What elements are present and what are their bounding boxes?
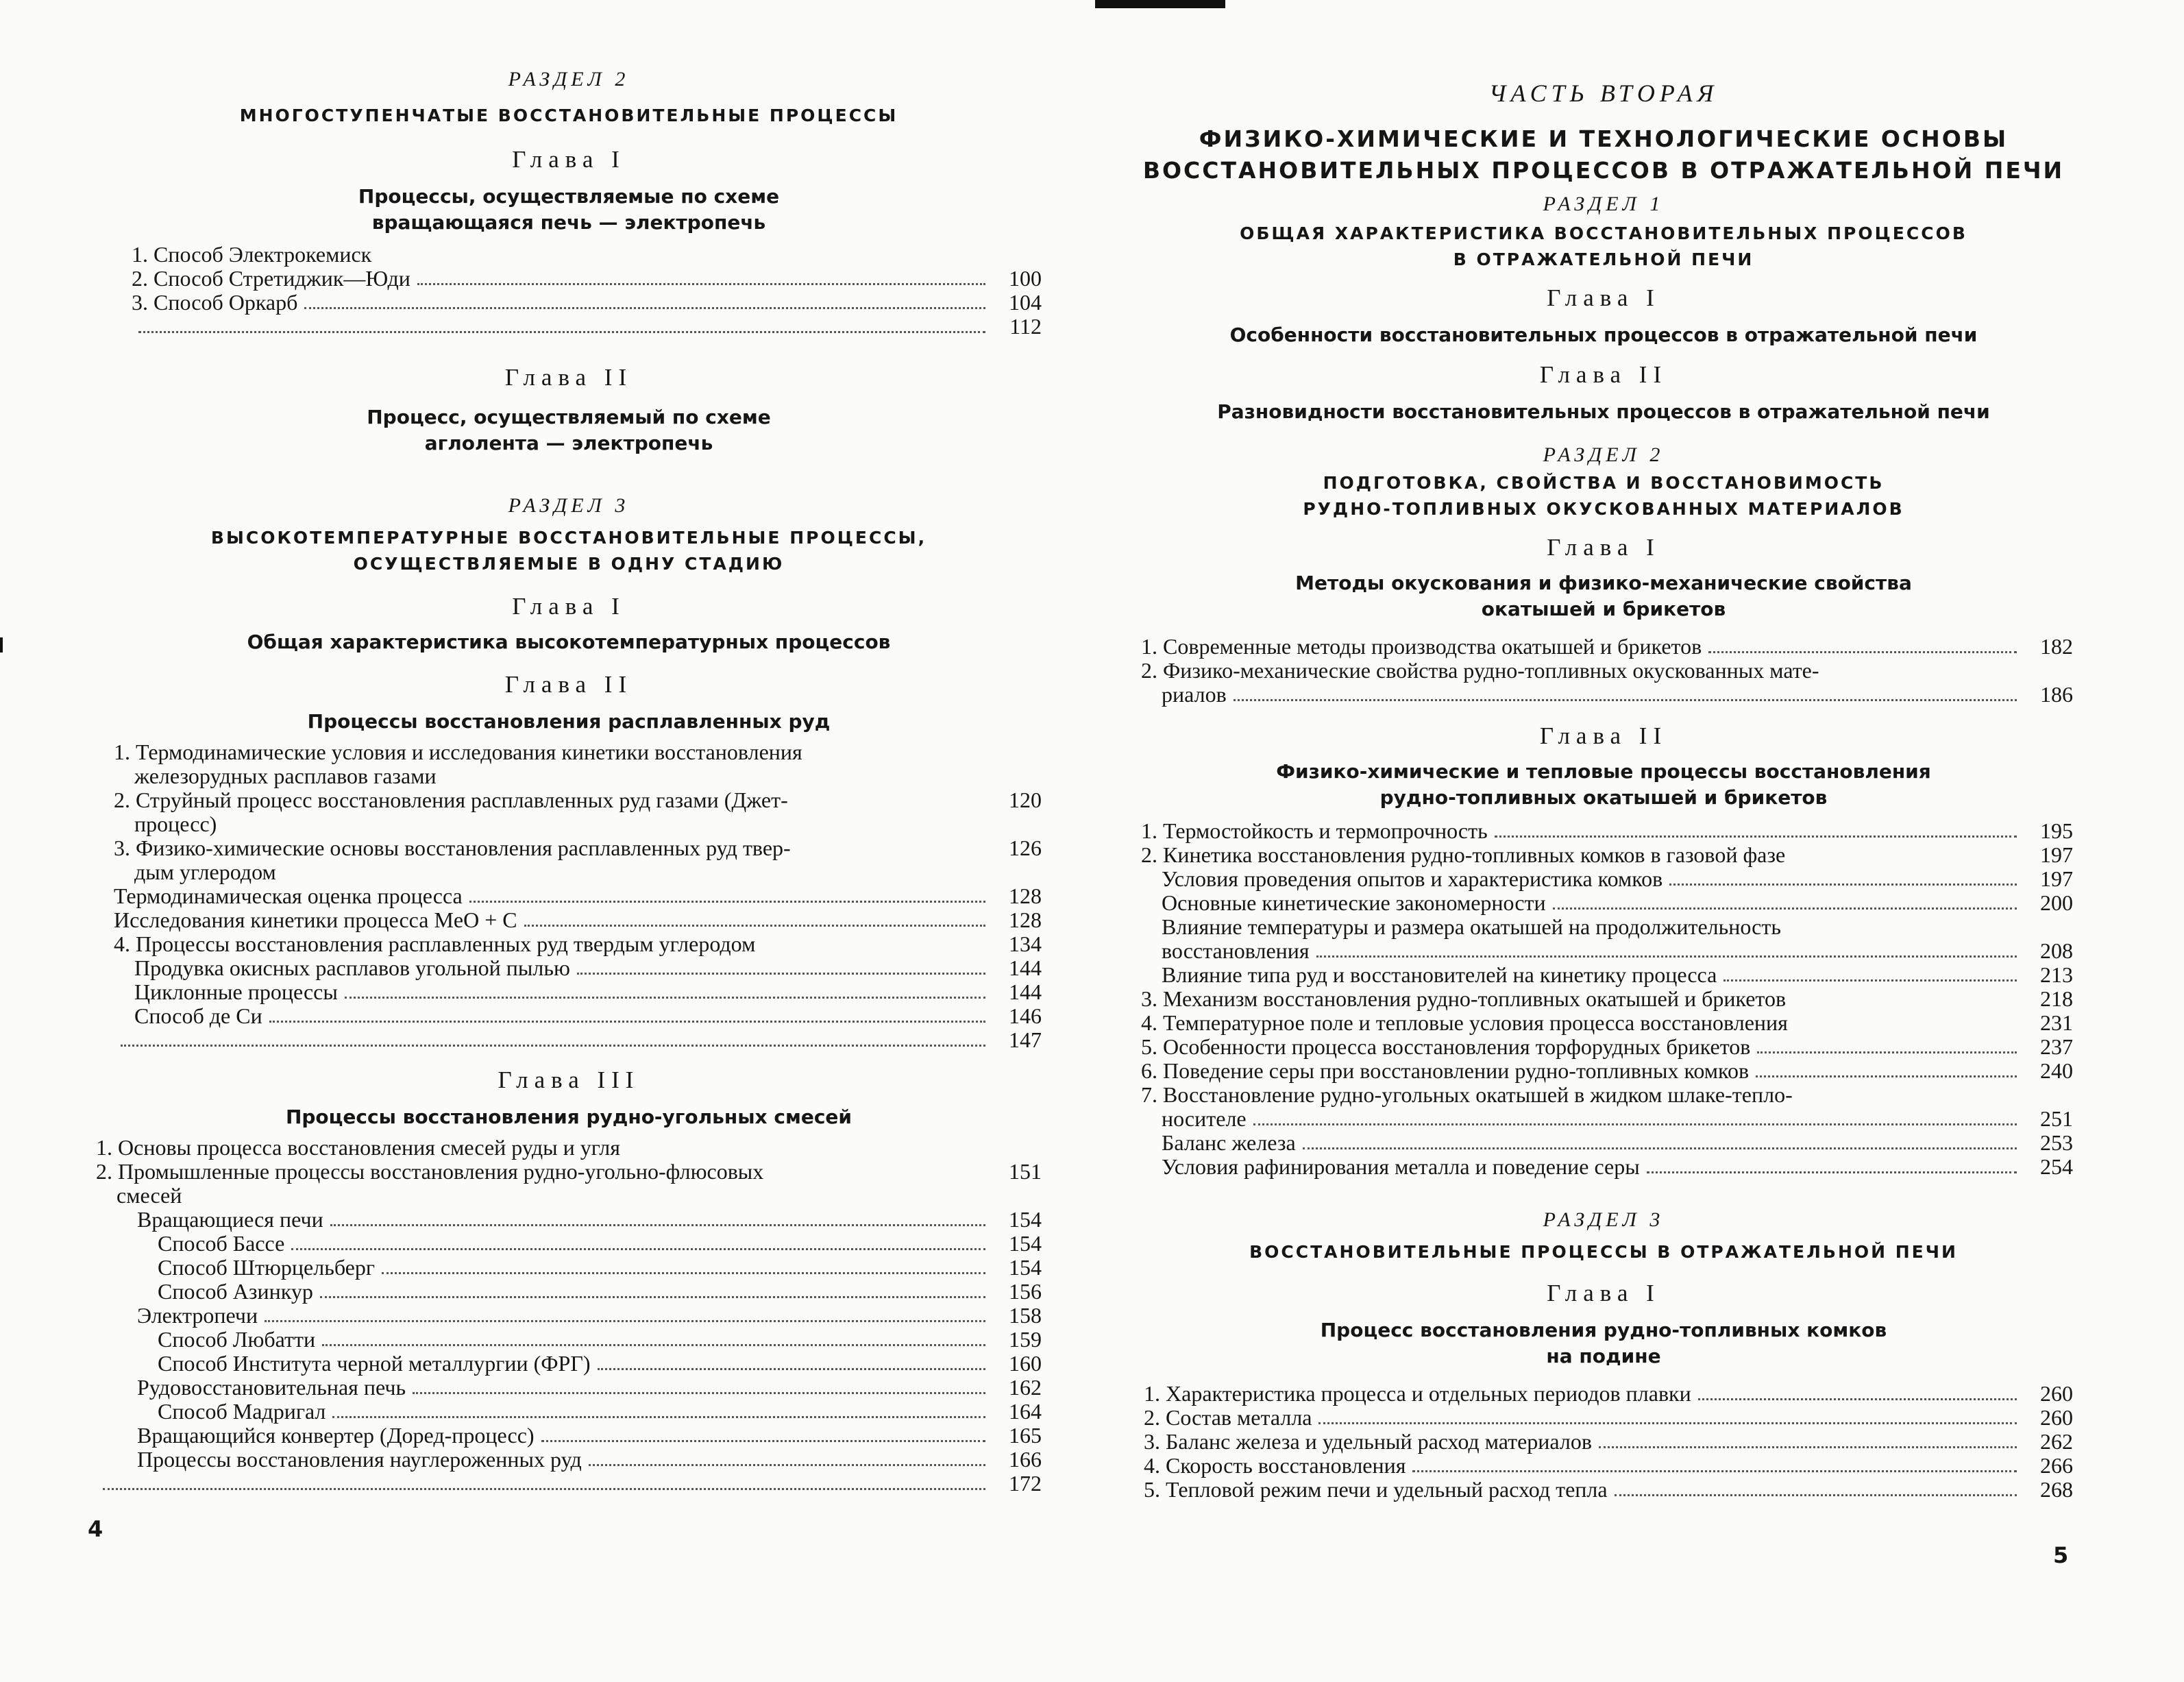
toc-entry	[1141, 659, 2073, 683]
toc-entry-title: процесс)	[134, 812, 217, 836]
toc-entry	[1141, 1083, 2073, 1107]
toc-page-number: 154	[1009, 1255, 1042, 1280]
toc-page-number: 146	[1009, 1003, 1042, 1028]
toc-entry	[1141, 635, 2073, 659]
toc-page-number: 186	[2040, 682, 2073, 707]
toc-entry	[132, 291, 1042, 315]
toc-leader-dots	[1708, 651, 2017, 653]
toc-entry-title: Способ Мадригал	[158, 1399, 326, 1424]
toc-page-number: 151	[1009, 1159, 1042, 1184]
toc-leader-dots	[322, 1344, 985, 1346]
toc-entry	[114, 788, 1042, 812]
toc-entry	[1141, 1011, 2073, 1035]
toc-page-number: 154	[1009, 1207, 1042, 1232]
toc-leader-dots	[345, 997, 985, 999]
toc-entry-title: Продувка окисных расплавов угольной пылью	[134, 955, 570, 980]
toc-entry	[1144, 1454, 2073, 1478]
toc-leader-dots	[469, 901, 985, 903]
toc-page-number: 134	[1009, 931, 1042, 956]
chapter-heading: Глава I	[1547, 284, 1660, 311]
toc-leader-dots	[413, 1392, 985, 1394]
part-label: ЧАСТЬ ВТОРАЯ	[1488, 80, 1719, 107]
chapter-title: Особенности восстановительных процессов в отражательной печи	[1229, 324, 1978, 346]
razdel-title-line: ВЫСОКОТЕМПЕРАТУРНЫЕ ВОССТАНОВИТЕЛЬНЫЕ ПРОЦЕССЫ,	[210, 528, 927, 548]
toc-list	[132, 243, 1042, 339]
toc-entry-title: восстановления	[1162, 938, 1310, 963]
toc-entry-title: Способ Бассе	[158, 1231, 285, 1256]
toc-leader-dots	[1553, 907, 2017, 910]
chapter-heading: Глава I	[512, 593, 626, 620]
razdel-title-line: ПОДГОТОВКА, СВОЙСТВА И ВОССТАНОВИМОСТЬ	[1323, 473, 1885, 493]
toc-entry	[96, 1256, 1042, 1280]
chapter-title-line: вращающаяся печь — электропечь	[371, 211, 766, 234]
toc-entry-title: 2. Способ Стретиджик—Юди	[132, 266, 410, 291]
toc-page-number: 147	[1009, 1027, 1042, 1052]
toc-entry-title: 4. Процессы восстановления расплавленных руд твердым углеродом	[114, 931, 756, 956]
toc-entry-title: Способ Азинкур	[158, 1279, 313, 1304]
toc-page-number: 260	[2040, 1381, 2073, 1406]
toc-leader-dots	[332, 1416, 985, 1418]
toc-entry-title: Основные кинетические закономерности	[1162, 890, 1546, 915]
toc-entry-title: Исследования кинетики процесса MeO + C	[114, 907, 517, 932]
razdel-title-line: РУДНО-ТОПЛИВНЫХ ОКУСКОВАННЫХ МАТЕРИАЛОВ	[1303, 499, 1904, 519]
toc-entry	[1141, 1155, 2073, 1179]
toc-entry	[1141, 963, 2073, 987]
razdel-label: РАЗДЕЛ 3	[1543, 1208, 1665, 1231]
toc-entry-title: Термодинамическая оценка процесса	[114, 883, 463, 908]
toc-leader-dots	[382, 1272, 985, 1274]
toc-entry-title: 7. Восстановление рудно-угольных окатышей в жидком шлаке-тепло-	[1141, 1082, 1793, 1107]
toc-leader-dots	[417, 283, 985, 285]
toc-entry	[96, 1424, 1042, 1448]
razdel-title: ВОССТАНОВИТЕЛЬНЫЕ ПРОЦЕССЫ В ОТРАЖАТЕЛЬНОЙ ПЕЧИ	[1249, 1242, 1958, 1262]
toc-page-number: 128	[1009, 907, 1042, 932]
toc-entry-title: Вращающиеся печи	[137, 1207, 323, 1232]
toc-entry	[1141, 891, 2073, 915]
toc-leader-dots	[103, 1488, 985, 1490]
toc-page-number: 166	[1009, 1447, 1042, 1472]
chapter-title	[1134, 759, 2073, 811]
razdel-title	[96, 525, 1042, 577]
toc-entry-title: 1. Способ Электрокемиск	[132, 242, 372, 267]
toc-leader-dots	[1253, 1123, 2017, 1125]
toc-entry-title: Баланс железа	[1162, 1130, 1296, 1155]
toc-entry	[96, 1136, 1042, 1160]
toc-leader-dots	[1723, 979, 2017, 982]
toc-leader-dots	[1615, 1494, 2017, 1496]
toc-list	[114, 740, 1042, 1052]
toc-entry-title: Способ де Си	[134, 1003, 262, 1028]
toc-entry	[1141, 683, 2073, 707]
toc-leader-dots	[1234, 699, 2017, 701]
toc-entry	[114, 1004, 1042, 1028]
toc-entry	[132, 315, 1042, 339]
toc-entry	[96, 1160, 1042, 1184]
toc-page-number: 218	[2040, 986, 2073, 1011]
chapter-title: Процессы восстановления рудно-угольных смесей	[285, 1106, 852, 1128]
toc-entry-title: смесей	[116, 1183, 182, 1208]
toc-entry	[96, 1352, 1042, 1376]
toc-entry-title: 1. Современные методы производства окатышей и брикетов	[1141, 634, 1702, 659]
chapter-title-line: Методы окускования и физико-механические свойства	[1295, 572, 1912, 594]
toc-entry	[1144, 1382, 2073, 1406]
toc-entry-title: 5. Особенности процесса восстановления торфорудных брикетов	[1141, 1034, 1751, 1059]
page-number: 4	[88, 1516, 103, 1542]
razdel-title-line: ОБЩАЯ ХАРАКТЕРИСТИКА ВОССТАНОВИТЕЛЬНЫХ ПРОЦЕССОВ	[1240, 223, 1967, 243]
toc-leader-dots	[1316, 955, 2017, 958]
toc-entry-title: Условия рафинирования металла и поведение серы	[1162, 1154, 1640, 1179]
toc-entry	[114, 812, 1042, 836]
chapter-title-line: на подине	[1546, 1345, 1661, 1367]
toc-entry	[1144, 1478, 2073, 1502]
toc-leader-dots	[1756, 1075, 2017, 1077]
razdel-label: РАЗДЕЛ 2	[1543, 443, 1665, 466]
toc-entry	[96, 1448, 1042, 1472]
toc-page-number: 100	[1009, 266, 1042, 291]
toc-entry-title: Циклонные процессы	[134, 979, 338, 1004]
toc-page-number: 251	[2040, 1106, 2073, 1131]
chapter-heading: Глава II	[1539, 722, 1668, 749]
toc-entry	[1141, 867, 2073, 891]
part-title	[1134, 123, 2073, 186]
toc-entry-title: Способ Штюрцельберг	[158, 1255, 375, 1280]
toc-leader-dots	[1303, 1147, 2017, 1149]
toc-entry	[1141, 819, 2073, 843]
toc-entry	[114, 908, 1042, 932]
toc-entry	[96, 1280, 1042, 1304]
toc-leader-dots	[1412, 1470, 2017, 1472]
toc-page-number: 164	[1009, 1399, 1042, 1424]
toc-entry	[1141, 1059, 2073, 1083]
toc-entry	[114, 956, 1042, 980]
razdel-label: РАЗДЕЛ 1	[1543, 193, 1665, 215]
toc-entry	[114, 764, 1042, 788]
toc-list	[1141, 819, 2073, 1179]
toc-entry	[114, 740, 1042, 764]
chapter-title: Разновидности восстановительных процессов в отражательной печи	[1217, 400, 1990, 423]
toc-leader-dots	[1495, 836, 2017, 838]
chapter-heading: Глава I	[1547, 1280, 1660, 1306]
scan-edge-mark	[1095, 0, 1225, 8]
part-title-line: ФИЗИКО-ХИМИЧЕСКИЕ И ТЕХНОЛОГИЧЕСКИЕ ОСНОВЫ	[1199, 125, 2009, 152]
toc-entry	[1144, 1406, 2073, 1430]
toc-entry	[132, 267, 1042, 291]
toc-leader-dots	[320, 1296, 985, 1298]
toc-page-number: 159	[1009, 1327, 1042, 1352]
toc-page-number: 158	[1009, 1303, 1042, 1328]
toc-entry	[96, 1184, 1042, 1208]
toc-page-number: 262	[2040, 1429, 2073, 1454]
toc-entry-title: 1. Термодинамические условия и исследования кинетики восстановления	[114, 740, 802, 764]
chapter-title	[96, 184, 1042, 236]
toc-entry	[96, 1472, 1042, 1496]
chapter-title-line: Физико-химические и тепловые процессы восстановления	[1276, 760, 1931, 783]
toc-page-number: 231	[2040, 1010, 2073, 1035]
toc-entry	[1144, 1430, 2073, 1454]
toc-page-number: 213	[2040, 962, 2073, 987]
toc-entry	[114, 860, 1042, 884]
chapter-heading: Глава II	[504, 364, 633, 391]
toc-page-number: 268	[2040, 1477, 2073, 1502]
toc-entry-title: дым углеродом	[134, 860, 276, 884]
chapter-heading: Глава I	[512, 146, 626, 173]
toc-leader-dots	[577, 973, 985, 975]
razdel-label: РАЗДЕЛ 3	[508, 494, 630, 517]
toc-leader-dots	[598, 1368, 986, 1370]
toc-leader-dots	[265, 1320, 985, 1322]
right-page	[1134, 77, 2073, 1502]
page-number: 5	[2053, 1542, 2069, 1568]
left-page	[96, 66, 1042, 1496]
toc-leader-dots	[138, 331, 985, 333]
toc-entry	[114, 836, 1042, 860]
chapter-title-line: рудно-топливных окатышей и брикетов	[1379, 786, 1828, 809]
toc-page-number: 112	[1009, 314, 1042, 339]
toc-list	[1141, 635, 2073, 707]
toc-entry	[1141, 939, 2073, 963]
toc-entry-title: носителе	[1162, 1106, 1247, 1131]
toc-page-number: 260	[2040, 1405, 2073, 1430]
toc-entry-title: Процессы восстановления науглероженных руд	[137, 1447, 582, 1472]
toc-entry-title: риалов	[1162, 682, 1227, 707]
toc-list	[96, 1136, 1042, 1496]
toc-entry	[114, 884, 1042, 908]
toc-page-number: 266	[2040, 1453, 2073, 1478]
toc-entry-title: Условия проведения опытов и характеристика комков	[1162, 866, 1663, 891]
toc-entry	[96, 1376, 1042, 1400]
toc-entry-title: 2. Струйный процесс восстановления расплавленных руд газами (Джет-	[114, 788, 788, 812]
toc-entry	[114, 980, 1042, 1004]
toc-entry-title: 2. Состав металла	[1144, 1405, 1312, 1430]
razdel-title	[1134, 221, 2073, 273]
toc-page-number: 126	[1009, 836, 1042, 860]
razdel-title: МНОГОСТУПЕНЧАТЫЕ ВОССТАНОВИТЕЛЬНЫЕ ПРОЦЕССЫ	[239, 106, 898, 125]
toc-page-number: 197	[2040, 866, 2073, 891]
toc-page-number: 154	[1009, 1231, 1042, 1256]
toc-entry-title: 2. Промышленные процессы восстановления рудно-угольно-флюсовых	[96, 1159, 764, 1184]
toc-entry	[1141, 1035, 2073, 1059]
toc-entry-title: 3. Механизм восстановления рудно-топливных окатышей и брикетов	[1141, 986, 1787, 1011]
toc-page-number: 160	[1009, 1351, 1042, 1376]
toc-entry	[132, 243, 1042, 267]
chapter-title	[1134, 1317, 2073, 1369]
toc-entry	[1141, 987, 2073, 1011]
toc-leader-dots	[1318, 1422, 2017, 1424]
toc-entry-title: Электропечи	[137, 1303, 258, 1328]
toc-entry	[96, 1304, 1042, 1328]
toc-entry-title: 4. Скорость восстановления	[1144, 1453, 1406, 1478]
toc-entry	[96, 1328, 1042, 1352]
chapter-title-line: аглолента — электропечь	[424, 432, 713, 454]
part-title-line: ВОССТАНОВИТЕЛЬНЫХ ПРОЦЕССОВ В ОТРАЖАТЕЛЬНОЙ ПЕЧИ	[1142, 157, 2065, 184]
toc-page-number: 162	[1009, 1375, 1042, 1400]
toc-leader-dots	[330, 1224, 985, 1226]
toc-entry-title: 5. Тепловой режим печи и удельный расход тепла	[1144, 1477, 1608, 1502]
toc-leader-dots	[524, 925, 985, 927]
toc-page-number: 197	[2040, 842, 2073, 867]
toc-entry-title: 1. Характеристика процесса и отдельных периодов плавки	[1144, 1381, 1691, 1406]
toc-entry-title: железорудных расплавов газами	[134, 764, 437, 788]
toc-page-number: 253	[2040, 1130, 2073, 1155]
razdel-title-line: ОСУЩЕСТВЛЯЕМЫЕ В ОДНУ СТАДИЮ	[353, 554, 785, 574]
toc-entry	[1141, 843, 2073, 867]
toc-page-number: 104	[1009, 290, 1042, 315]
toc-entry	[1141, 1107, 2073, 1131]
toc-entry-title: 1. Основы процесса восстановления смесей руды и угля	[96, 1135, 620, 1160]
toc-leader-dots	[541, 1440, 985, 1442]
chapter-title-line: Процесс, осуществляемый по схеме	[367, 406, 771, 428]
razdel-title-line: В ОТРАЖАТЕЛЬНОЙ ПЕЧИ	[1453, 249, 1754, 269]
scan-edge-mark-left	[0, 637, 3, 653]
toc-entry-title: Способ Института черной металлургии (ФРГ)	[158, 1351, 591, 1376]
chapter-title: Общая характеристика высокотемпературных процессов	[247, 631, 891, 653]
toc-page-number: 144	[1009, 979, 1042, 1004]
toc-entry-title: 2. Физико-механические свойства рудно-топливных окускованных мате-	[1141, 658, 1819, 683]
toc-entry	[1141, 1131, 2073, 1155]
toc-entry-title: Вращающийся конвертер (Доред-процесс)	[137, 1423, 535, 1448]
chapter-heading: Глава II	[504, 671, 633, 698]
toc-entry-title: 2. Кинетика восстановления рудно-топливных комков в газовой фазе	[1141, 842, 1786, 867]
toc-entry-title: 3. Баланс железа и удельный расход материалов	[1144, 1429, 1592, 1454]
toc-entry-title: 4. Температурное поле и тепловые условия процесса восстановления	[1141, 1010, 1788, 1035]
razdel-label: РАЗДЕЛ 2	[508, 68, 630, 90]
toc-entry-title: 3. Способ Оркарб	[132, 290, 298, 315]
toc-entry	[114, 1028, 1042, 1052]
chapter-title: Процессы восстановления расплавленных руд	[307, 710, 831, 733]
toc-leader-dots	[1669, 883, 2017, 886]
chapter-title-line: окатышей и брикетов	[1481, 598, 1726, 620]
toc-page-number: 182	[2040, 634, 2073, 659]
toc-leader-dots	[1757, 1051, 2017, 1053]
toc-entry	[96, 1232, 1042, 1256]
chapter-title-line: Процессы, осуществляемые по схеме	[358, 185, 780, 208]
toc-entry	[1141, 915, 2073, 939]
toc-entry-title: Рудовосстановительная печь	[137, 1375, 406, 1400]
toc-leader-dots	[269, 1021, 985, 1023]
toc-page-number: 128	[1009, 883, 1042, 908]
toc-page-number: 165	[1009, 1423, 1042, 1448]
toc-page-number: 172	[1009, 1471, 1042, 1496]
toc-entry-title: Влияние типа руд и восстановителей на кинетику процесса	[1162, 962, 1717, 987]
toc-leader-dots	[589, 1464, 985, 1466]
toc-entry-title: 3. Физико-химические основы восстановления расплавленных руд твер-	[114, 836, 791, 860]
chapter-heading: Глава I	[1547, 534, 1660, 561]
toc-page-number: 120	[1009, 788, 1042, 812]
toc-leader-dots	[121, 1045, 985, 1047]
toc-entry	[96, 1208, 1042, 1232]
chapter-heading: Глава III	[498, 1067, 640, 1093]
toc-entry-title: Способ Любатти	[158, 1327, 316, 1352]
toc-leader-dots	[1698, 1398, 2017, 1400]
toc-page-number: 237	[2040, 1034, 2073, 1059]
toc-page-number: 195	[2040, 818, 2073, 843]
toc-leader-dots	[304, 307, 985, 309]
toc-page-number: 254	[2040, 1154, 2073, 1179]
toc-page-number: 144	[1009, 955, 1042, 980]
toc-entry	[114, 932, 1042, 956]
toc-page-number: 208	[2040, 938, 2073, 963]
chapter-title	[96, 404, 1042, 456]
toc-list	[1144, 1382, 2073, 1502]
chapter-heading: Глава II	[1539, 361, 1668, 388]
toc-entry-title: Влияние температуры и размера окатышей на продолжительность	[1162, 914, 1781, 939]
toc-leader-dots	[1647, 1171, 2017, 1173]
razdel-title	[1134, 470, 2073, 522]
toc-page-number: 240	[2040, 1058, 2073, 1083]
toc-entry	[96, 1400, 1042, 1424]
toc-page-number: 156	[1009, 1279, 1042, 1304]
chapter-title-line: Процесс восстановления рудно-топливных комков	[1320, 1319, 1887, 1341]
toc-entry-title: 1. Термостойкость и термопрочность	[1141, 818, 1488, 843]
toc-page-number: 200	[2040, 890, 2073, 915]
toc-entry-title: 6. Поведение серы при восстановлении рудно-топливных комков	[1141, 1058, 1750, 1083]
toc-leader-dots	[1599, 1446, 2017, 1448]
toc-leader-dots	[291, 1248, 985, 1250]
chapter-title	[1134, 570, 2073, 622]
